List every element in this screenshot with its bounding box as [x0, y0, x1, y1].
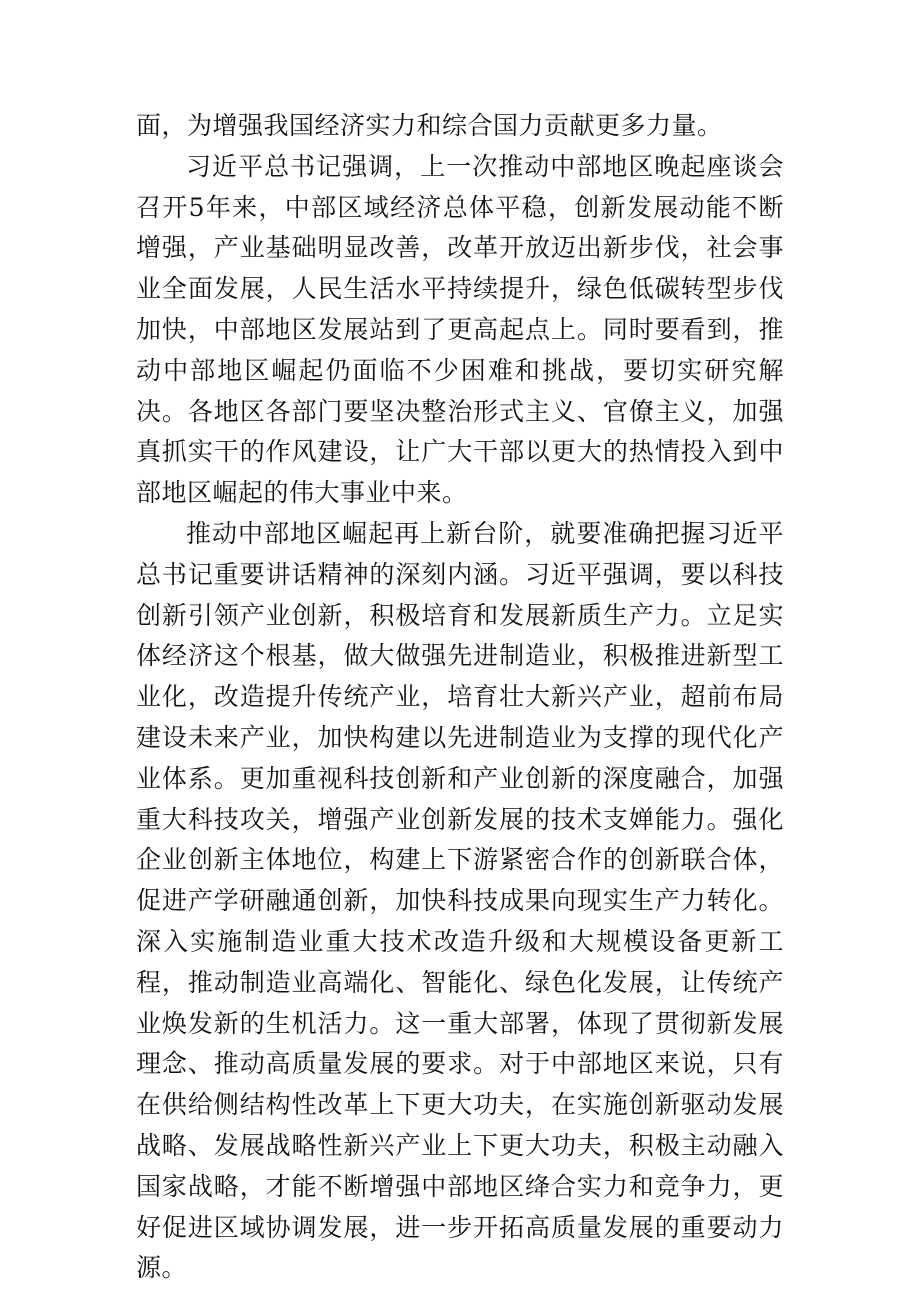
paragraph-continuation: 面，为增强我国经济实力和综合国力贡献更多力量。 [136, 111, 723, 140]
paragraph-summary: 习近平总书记强调，上一次推动中部地区晚起座谈会召开5年来，中部区域经济总体平稳，创新发展动能不断增强，产业基础明显改善，改革开放迈出新步伐，社会事业全面发展，人民生活水平持续提升，绿色低碳转型步伐加快，中部地区发展站到了更高起点上。同时要看到，推动中部地区崛起仍面临不少困难和挑战，要切实研究解决。各地区各部门要坚决整治形式主义、官僚主义，加强真抓实干的作风建设，让广大干部以更大的热情投入到中部地区崛起的伟大事业中来。 [136, 151, 784, 508]
paragraph-industry-innovation: 推动中部地区崛起再上新台阶，就要准确把握习近平总书记重要讲话精神的深刻内涵。习近平强调，要以科技创新引领产业创新，积极培育和发展新质生产力。立足实体经济这个根基，做大做强先进制造业，积极推进新型工业化，改造提升传统产业，培育壮大新兴产业，超前布局建设未来产业，加快构建以先进制造业为支撑的现代化产业体系。更加重视科技创新和产业创新的深度融合，加强重大科技攻关，增强产业创新发展的技术支婵能力。强化企业创新主体地位，构建上下游紧密合作的创新联合体，促进产学研融通创新，加快科技成果向现实生产力转化。深入实施制造业重大技术改造升级和大规模设备更新工程，推动制造业高端化、智能化、绿色化发展，让传统产业焕发新的生机活力。这一重大部署，体现了贯彻新发展理念、推动高质量发展的要求。对于中部地区来说，只有在供给侧结构性改革上下更大功夫，在实施创新驱动发展战略、发展战略性新兴产业上下更大功夫，积极主动融入国家战略，才能不断增强中部地区绛合实力和竞争力，更好促进区域协调发展，进一步开拓高质量发展的重要动力源。 [136, 518, 784, 1283]
document-body [136, 106, 784, 1289]
